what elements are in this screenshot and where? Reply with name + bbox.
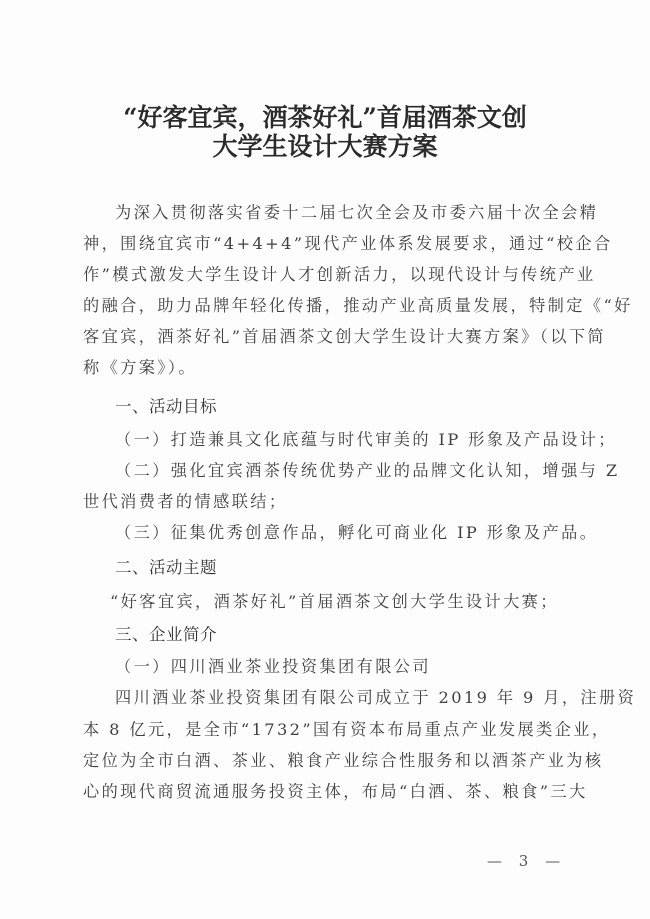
goal-item: （三）征集优秀创意作品，孵化可商业化 IP 形象及产品。 — [115, 523, 599, 542]
goal-item: （二）强化宜宾酒茶传统优势产业的品牌文化认知，增强与 Z — [115, 461, 620, 480]
document-title-line-1: “好客宜宾，酒茶好礼”首届酒茶文创 — [123, 103, 527, 132]
company-paragraph-line: 本 8 亿元，是全市“1732”国有资本布局重点产业发展类企业， — [83, 720, 611, 739]
section-heading-goals: 一、活动目标 — [115, 397, 217, 416]
intro-paragraph-line: 称《方案》）。 — [83, 358, 197, 377]
company-paragraph-line: 定位为全市白酒、茶业、粮食产业综合性服务和以酒茶产业为核 — [83, 751, 604, 770]
section-heading-company: 三、企业简介 — [115, 625, 217, 644]
section-heading-theme: 二、活动主题 — [115, 558, 217, 577]
goal-item-continuation: 世代消费者的情感联结； — [83, 492, 288, 511]
intro-paragraph-line: 神，围绕宜宾市“4+4+4”现代产业体系发展要求，通过“校企合 — [83, 234, 613, 253]
theme-text: “好客宜宾，酒茶好礼”首届酒茶文创大学生设计大赛； — [110, 592, 559, 611]
company-paragraph-line: 四川酒业茶业投资集团有限公司成立于 2019 年 9 月，注册资 — [115, 688, 637, 707]
intro-paragraph-line: 客宜宾，酒茶好礼”首届酒茶文创大学生设计大赛方案》（以下简 — [83, 327, 607, 346]
page-number: — 3 — — [487, 852, 567, 870]
document-title-line-2: 大学生设计大赛方案 — [212, 132, 438, 161]
company-subheading: （一）四川酒业茶业投资集团有限公司 — [115, 657, 431, 676]
intro-paragraph-line: 的融合，助力品牌年轻化传播，推动产业高质量发展，特制定《“好 — [83, 296, 633, 315]
company-paragraph-line: 心的现代商贸流通服务投资主体，布局“白酒、茶、粮食”三大 — [83, 782, 588, 801]
intro-paragraph-line: 作”模式激发大学生设计人才创新活力，以现代设计与传统产业 — [83, 265, 596, 284]
goal-item: （一）打造兼具文化底蕴与时代审美的 IP 形象及产品设计； — [115, 430, 617, 449]
intro-paragraph-line: 为深入贯彻落实省委十二届七次全会及市委六届十次全会精 — [115, 203, 599, 222]
